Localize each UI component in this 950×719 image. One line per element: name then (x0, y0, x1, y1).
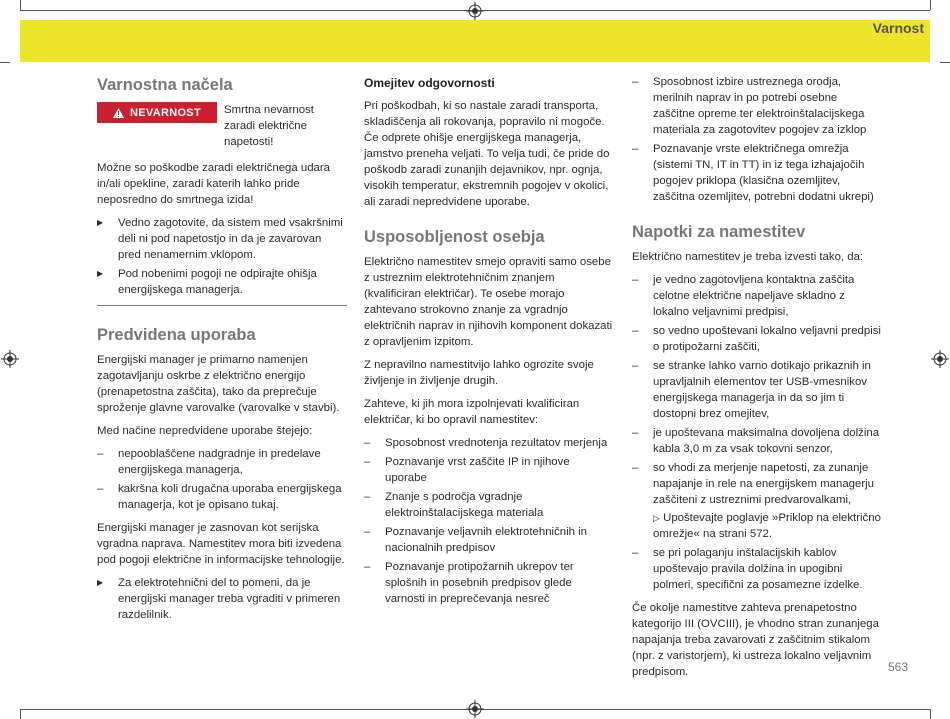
registration-mark-top-icon (466, 2, 484, 20)
crop-line-left-side (0, 62, 10, 63)
requirement-item: – Poznavanje veljavnih elektrotehničnih in nacionalnih predpisov (364, 526, 587, 554)
requirements-list (364, 435, 614, 607)
danger-warning-text: Smrtna nevarnost zaradi električne napetosti! (224, 104, 314, 148)
disclaimer-text: Pri poškodbah, ki so nastale zaradi transporta, skladiščenja ali rokovanja, popravilo ni mogoče. Če odprete ohišje energijskega managerja, jamstvo preneha veljati. To velja tudi, če pride do poškodb zaradi zunanjih dejavnikov, npr. ognja, visokih temperatur, ekstremnih pogojev v okolici, ali zaradi nepredvidene uporabe. (364, 100, 610, 208)
action-arrow-icon: ▶ (97, 218, 104, 227)
action-list (97, 215, 347, 298)
misuse-item: – nepooblaščene nadgradnje in predelave energijskega managerja, (97, 448, 321, 476)
installation-item: – je upoštevana maksimalna dovoljena dolžina kabla 3,0 m za vsak tokovni senzor, (632, 427, 880, 455)
danger-intro: Možne so poškodbe zaradi električnega udara in/ali opekline, zaradi katerih lahko pride neposredno do smrtnega izida! (97, 162, 331, 206)
column-2 (364, 74, 614, 614)
qualification-paragraph-2: Z nepravilno namestitvijo lahko ogrozite svoje življenje in življenje drugih. (364, 359, 594, 387)
disclaimer-heading: Omejitev odgovornosti (364, 76, 495, 90)
installation-item: – se stranke lahko varno dotikajo prikaznih in upravljalnih elementov ter USB-vmesnikov energijskega managerja in da so jim ti dostopni brez omejitev, (632, 360, 871, 420)
qualification-paragraph-3: Zahteve, ki jih mora izpolnjevati kvalificiran električar, ki bo opravil namestitev: (364, 398, 580, 426)
misuse-list (97, 446, 347, 513)
qualification-paragraph-1: Električno namestitev smejo opraviti samo osebe z ustreznim elektrotehničnim znanjem (kvalificiran električar). Te osebe morajo zahtevano strokovno znanje za vgradnjo električnih naprav in njihovih komponent dokazati z opravljenim izpitom. (364, 256, 613, 348)
requirement-item: – Poznavanje vrst zaščite IP in njihove uporabe (364, 456, 570, 484)
installation-intro: Električno namestitev je treba izvesti tako, da: (632, 251, 864, 263)
crop-line-left (20, 0, 21, 10)
installation-device-paragraph: Energijski manager je zasnovan kot serijska vgradna naprava. Namestitev mora biti izvedena pod pogoji električne in informacijske tehnologije. (97, 522, 345, 566)
action-arrow-icon: ▶ (97, 578, 104, 587)
section-divider (97, 305, 347, 306)
action-list-final (97, 575, 347, 623)
installation-item: – so vedno upoštevani lokalno veljavni predpisi o protipožarni zaščiti, (632, 325, 881, 353)
registration-mark-right-icon (931, 350, 949, 368)
reference-arrow-icon: ▷ (653, 513, 660, 523)
action-arrow-icon: ▶ (97, 269, 104, 278)
danger-warning (97, 102, 347, 150)
header-title: Varnost (872, 20, 924, 36)
action-item: ▶ Pod nobenimi pogoji ne odpirajte ohišja energijskega managerja. (97, 268, 317, 296)
intended-use-paragraph: Energijski manager je primarno namenjen zagotavljanju oskrbe z električno energijo (prenapetostna zaščita), tako da preprečuje sproženje glavne varovalke (varovalke v stavbi). (97, 354, 340, 414)
crop-line-left-bottom (20, 709, 21, 719)
cross-reference[interactable] (653, 510, 882, 542)
misuse-item: – kakršna koli drugačna uporaba energijskega managerja, kot je opisano tukaj. (97, 483, 342, 511)
requirements-list-continued (632, 74, 882, 205)
crop-line-right-bottom (930, 709, 931, 719)
safety-principles-heading: Varnostna načela (97, 76, 233, 94)
page-number: 563 (887, 660, 908, 674)
registration-mark-left-icon (1, 350, 19, 368)
cross-reference-text[interactable]: Upoštevajte poglavje »Priklop na električno omrežje« na strani 572. (653, 512, 881, 540)
header-bar (20, 20, 930, 62)
installation-outro: Če okolje namestitve zahteva prenapetostno kategorijo III (OVCIII), je vhodno stran zunanjega napajanja treba zavarovati z zaščitnim stikalom (npr. z varistorjem), ki ustreza lokalno veljavnim predpisom. (632, 602, 879, 678)
crop-line-right-side (940, 62, 950, 63)
requirement-item: – Znanje s področja vgradnje elektroinštalacijskega materiala (364, 491, 544, 519)
requirement-item: – Sposobnost vrednotenja rezultatov merjenja (364, 437, 608, 449)
installation-list (632, 272, 882, 593)
requirement-item: – Sposobnost izbire ustreznega orodja, merilnih naprav in po potrebi osebne zaščitne opreme ter elektroinštalacijskega materiala za zagotovitev pogojev za izklop (632, 76, 867, 136)
danger-badge (97, 102, 217, 123)
crop-line-right (930, 0, 931, 10)
warning-triangle-icon (113, 108, 124, 118)
intended-use-heading: Predvidena uporaba (97, 326, 256, 344)
column-1 (97, 74, 347, 630)
misuse-intro: Med načine nepredvidene uporabe štejejo: (97, 425, 313, 437)
action-item: ▶ Za elektrotehnični del to pomeni, da je energijski manager treba vgraditi v primeren razdelilnik. (97, 577, 341, 621)
requirement-item: – Poznavanje protipožarnih ukrepov ter splošnih in posebnih predpisov glede varnosti in preprečevanja nesreč (364, 561, 574, 605)
installation-item: – je vedno zagotovljena kontaktna zaščita celotne električne napeljave skladno z lokalno veljavnimi predpisi, (632, 274, 855, 318)
column-3 (632, 74, 882, 687)
installation-item: – se pri polaganju inštalacijskih kablov upoštevajo pravila dolžina in upogibni polmeri, specifični za posamezne izdelke. (632, 547, 863, 591)
installation-item: – so vhodi za merjenje napetosti, za zunanje napajanje in rele na energijskem managerju zaščiteni z ustreznimi predvarovalkami, ▷ Upoštevajte poglavje »Priklop na električno omrežje« na strani 572. (632, 462, 881, 540)
installation-notes-heading: Napotki za namestitev (632, 223, 806, 241)
registration-mark-bottom-icon (466, 700, 484, 718)
requirement-item: – Poznavanje vrste električnega omrežja (sistemi TN, IT in TT) in iz tega izhajajočih pogojev priklopa (klasična ozemljitev, zaščitna ozemljitev, potrebni dodatni ukrepi) (632, 143, 874, 203)
action-item: ▶ Vedno zagotovite, da sistem med vsakršnimi deli ni pod napetostjo in da je zavarovan pred nenamernim vklopom. (97, 217, 343, 261)
danger-badge-label: NEVARNOST (130, 106, 201, 119)
qualification-heading: Usposobljenost osebja (364, 228, 545, 246)
